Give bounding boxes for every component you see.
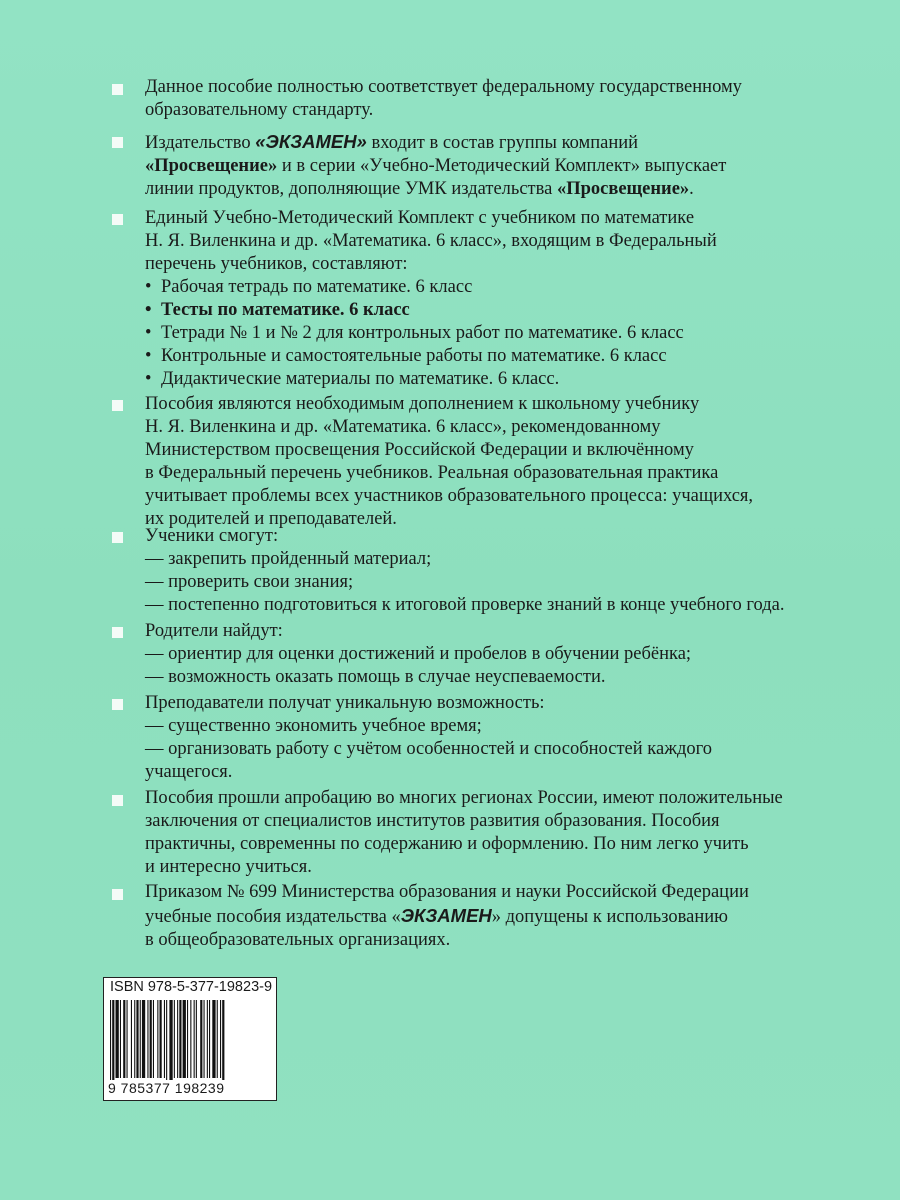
barcode-bar xyxy=(131,1000,132,1078)
text-line: образовательному стандарту. xyxy=(145,100,374,120)
isbn-barcode xyxy=(103,977,277,1101)
isbn-label: ISBN 978-5-377-19823-9 xyxy=(110,979,273,995)
bullet-square-icon xyxy=(112,532,123,543)
brand-prosveshchenie: «Просвещение» xyxy=(556,179,690,199)
text-line xyxy=(145,178,845,201)
text-line: Приказом № 699 Министерства образования и науки Российской Федерации xyxy=(145,882,749,902)
publisher-name: «ЭКЗАМЕН» xyxy=(255,131,367,152)
barcode-bar xyxy=(194,1000,195,1078)
bullet-square-icon xyxy=(112,627,123,638)
text-line xyxy=(145,155,845,178)
text-line: — ориентир для оценки достижений и пробелов в обучении ребёнка; xyxy=(145,644,692,664)
barcode-bar xyxy=(160,1000,162,1078)
text-line: Министерством просвещения Российской Федерации и включённому xyxy=(145,440,694,460)
text-line: Н. Я. Виленкина и др. «Математика. 6 класс», входящим в Федеральный xyxy=(145,231,717,251)
barcode-bar xyxy=(147,1000,148,1078)
text-line: — закрепить пройденный материал; xyxy=(145,549,432,569)
text-line: Данное пособие полностью соответствует федеральному государственному xyxy=(145,77,742,97)
barcode-bar xyxy=(134,1000,135,1078)
bullet-square-icon xyxy=(112,137,123,148)
barcode-bar xyxy=(153,1000,154,1078)
barcode-bar xyxy=(123,1000,125,1078)
text-line: Н. Я. Виленкина и др. «Математика. 6 класс», рекомендованному xyxy=(145,417,661,437)
text-fragment: учебные пособия издательства « xyxy=(145,907,401,927)
text-line: Родители найдут: xyxy=(145,621,283,641)
text-line: учащегося. xyxy=(145,762,233,782)
barcode-bar xyxy=(217,1000,218,1078)
list-item: • Контрольные и самостоятельные работы по математике. 6 класс xyxy=(145,345,845,368)
bullet-square-icon xyxy=(112,795,123,806)
text-line: Преподаватели получат уникальную возможность: xyxy=(145,693,545,713)
barcode-bar xyxy=(209,1000,210,1078)
text-fragment: линии продуктов, дополняющие УМК издательства xyxy=(145,179,557,199)
text-line: Ученики смогут: xyxy=(145,526,279,546)
text-fragment: и в серии «Учебно-Методический Комплект» выпускает xyxy=(277,156,727,176)
text-line xyxy=(145,130,845,155)
paragraph-approbation xyxy=(145,787,845,879)
barcode-bar xyxy=(222,1000,224,1084)
text-line: в Федеральный перечень учебников. Реальная образовательная практика xyxy=(145,463,719,483)
text-line: Пособия являются необходимым дополнением к школьному учебнику xyxy=(145,394,700,414)
barcode-bar xyxy=(179,1000,181,1078)
barcode-bar xyxy=(140,1000,141,1078)
text-line: их родителей и преподавателей. xyxy=(145,509,397,529)
text-line: — организовать работу с учётом особенностей и способностей каждого xyxy=(145,739,713,759)
text-line: учитывает проблемы всех участников образовательного процесса: учащихся, xyxy=(145,486,754,506)
barcode-bar xyxy=(150,1000,152,1078)
barcode-bar xyxy=(220,1000,221,1078)
text-line: Единый Учебно-Методический Комплект с учебником по математике xyxy=(145,208,695,228)
text-fragment: Издательство xyxy=(145,133,256,153)
text-fragment: » допущены к использованию xyxy=(491,907,728,927)
bullet-square-icon xyxy=(112,699,123,710)
bullet-square-icon xyxy=(112,84,123,95)
barcode-bar xyxy=(164,1000,165,1078)
text-line: — существенно экономить учебное время; xyxy=(145,716,482,736)
barcode-bar xyxy=(177,1000,178,1078)
text-line: и интересно учиться. xyxy=(145,857,312,877)
barcode-bar xyxy=(142,1000,145,1078)
paragraph-parents xyxy=(145,620,845,689)
paragraph-publisher xyxy=(145,130,845,201)
barcode-bar xyxy=(127,1000,128,1078)
list-item-highlight: • Тесты по математике. 6 класс xyxy=(145,299,845,322)
barcode-bar xyxy=(204,1000,205,1078)
barcode-bar xyxy=(120,1000,121,1078)
barcode-bar xyxy=(157,1000,158,1078)
paragraph-supplement xyxy=(145,393,845,531)
bullet-square-icon xyxy=(112,889,123,900)
list-item: • Рабочая тетрадь по математике. 6 класс xyxy=(145,276,845,299)
barcode-bars-icon xyxy=(110,1000,270,1084)
text-line xyxy=(145,904,845,929)
text-line: — проверить свои знания; xyxy=(145,572,354,592)
paragraph-umk xyxy=(145,207,845,391)
barcode-digits: 9 785377 198239 xyxy=(108,1080,225,1096)
text-fragment: входит в состав группы компаний xyxy=(366,133,639,153)
publisher-name: ЭКЗАМЕН xyxy=(400,905,492,926)
paragraph-teachers xyxy=(145,692,845,784)
paragraph-students xyxy=(145,525,845,617)
barcode-bar xyxy=(116,1000,119,1078)
barcode-bar xyxy=(196,1000,197,1078)
list-item: • Тетради № 1 и № 2 для контрольных работ по математике. 6 класс xyxy=(145,322,845,345)
barcode-bar xyxy=(200,1000,202,1078)
barcode-bar xyxy=(166,1000,167,1084)
list-item: • Дидактические материалы по математике. 6 класс. xyxy=(145,368,845,391)
text-line: в общеобразовательных организациях. xyxy=(145,930,451,950)
barcode-bar xyxy=(190,1000,191,1078)
barcode-bar xyxy=(183,1000,186,1078)
barcode-bar xyxy=(169,1000,172,1084)
barcode-bar xyxy=(187,1000,188,1078)
barcode-bar xyxy=(110,1000,111,1084)
paragraph-fgos xyxy=(145,76,845,122)
text-line: заключения от специалистов институтов развития образования. Пособия xyxy=(145,811,720,831)
barcode-bar xyxy=(112,1000,114,1084)
text-fragment: . xyxy=(689,179,694,199)
barcode-bar xyxy=(174,1000,175,1078)
barcode-bar xyxy=(207,1000,208,1078)
text-line: практичны, современны по содержанию и оформлению. По ним легко учить xyxy=(145,834,749,854)
barcode-bar xyxy=(212,1000,215,1078)
paragraph-order xyxy=(145,881,845,952)
text-line: Пособия прошли апробацию во многих регионах России, имеют положительные xyxy=(145,788,783,808)
brand-prosveshchenie: «Просвещение» xyxy=(145,156,278,176)
barcode-bar xyxy=(136,1000,138,1078)
text-line: — возможность оказать помощь в случае неуспеваемости. xyxy=(145,667,606,687)
bullet-square-icon xyxy=(112,214,123,225)
bullet-square-icon xyxy=(112,400,123,411)
text-line: — постепенно подготовиться к итоговой проверке знаний в конце учебного года. xyxy=(145,595,785,615)
text-line: перечень учебников, составляют: xyxy=(145,254,408,274)
